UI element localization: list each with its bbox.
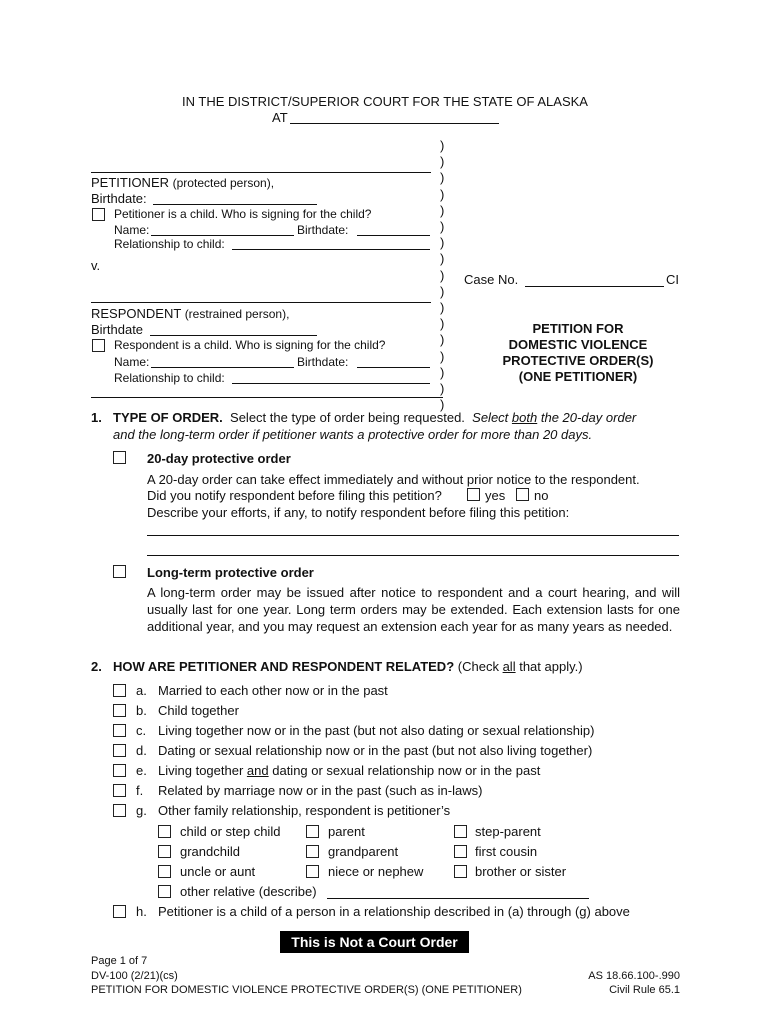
respondent-name-field[interactable] [91,302,431,303]
relation-f-text: Related by marriage now or in the past (such as in-laws) [158,783,483,798]
court-location-field[interactable] [290,123,499,124]
section1-number: 1. [91,410,102,425]
case-suffix: CI [666,272,679,287]
parent-label: parent [328,824,365,839]
grandparent-checkbox[interactable] [306,845,319,858]
petitioner-signer-name-field[interactable] [151,235,294,236]
other-relative-checkbox[interactable] [158,885,171,898]
grandchild-checkbox[interactable] [158,845,171,858]
relation-b-checkbox[interactable] [113,704,126,717]
form-title-line-1: PETITION FOR [532,321,624,336]
court-heading: IN THE DISTRICT/SUPERIOR COURT FOR THE STATE OF ALASKA [182,94,588,109]
section1-heading-line: TYPE OF ORDER. Select the type of order being requested. Select both the 20-day order [113,410,637,425]
relation-e-checkbox[interactable] [113,764,126,777]
first-cousin-checkbox[interactable] [454,845,467,858]
respondent-is-child-checkbox[interactable] [92,339,105,352]
respondent-child-label: Respondent is a child. Who is signing for the child? [114,338,386,352]
notify-efforts-prompt: Describe your efforts, if any, to notify respondent before filing this petition: [147,505,570,520]
at-label: AT [272,110,288,125]
respondent-birthdate-label: Birthdate [91,322,144,337]
notify-no-checkbox[interactable] [516,488,529,501]
respondent-birthdate-field[interactable] [150,335,317,336]
civil-rule-reference: Civil Rule 65.1 [609,984,680,996]
petitioner-relationship-field[interactable] [232,249,430,250]
child-or-step-child-checkbox[interactable] [158,825,171,838]
section2-heading-line: HOW ARE PETITIONER AND RESPONDENT RELATED? (Check all that apply.) [113,659,583,674]
child-or-step-child-label: child or step child [180,824,281,839]
notify-no-label: no [534,488,549,503]
petitioner-name-field[interactable] [91,172,431,173]
long-term-order-checkbox[interactable] [113,565,126,578]
section2-number: 2. [91,659,102,674]
relation-c-letter: c. [136,723,147,738]
form-code: DV-100 (2/21)(cs) [91,970,178,982]
relation-g-text: Other family relationship, respondent is petitioner’s [158,803,451,818]
grandchild-label: grandchild [180,844,240,859]
respondent-label: RESPONDENT (restrained person), [91,306,290,321]
parent-checkbox[interactable] [306,825,319,838]
petitioner-birthdate-field[interactable] [153,204,317,205]
petitioner-is-child-checkbox[interactable] [92,208,105,221]
notify-efforts-field-1[interactable] [147,535,679,536]
relation-e-text: Living together and dating or sexual relationship now or in the past [158,763,541,778]
respondent-relationship-field[interactable] [232,383,430,384]
uncle-or-aunt-checkbox[interactable] [158,865,171,878]
other-relative-label: other relative (describe) [180,884,317,899]
relation-d-letter: d. [136,743,147,758]
relation-b-letter: b. [136,703,147,718]
relation-h-text: Petitioner is a child of a person in a relationship described in (a) through (g) above [158,904,630,919]
grandparent-label: grandparent [328,844,399,859]
petitioner-child-label: Petitioner is a child. Who is signing for the child? [114,207,372,221]
relation-d-text: Dating or sexual relationship now or in the past (but not also living together) [158,743,593,758]
respondent-signer-birthdate-label: Birthdate: [297,355,349,369]
relation-a-letter: a. [136,683,147,698]
case-no-label: Case No. [464,272,519,287]
twenty-day-order-text: A 20-day order can take effect immediately and without prior notice to the respondent. [147,472,640,487]
relation-c-checkbox[interactable] [113,724,126,737]
case-no-field[interactable] [525,286,664,287]
long-term-order-text: A long-term order may be issued after notice to respondent and a court hearing, and will usually last for one year. Long term orders may be extended. Each extension lasts for one additional year, and you may request an extension each year for as many years as needed. [147,585,680,634]
petitioner-relationship-label: Relationship to child: [114,237,225,251]
notify-efforts-field-2[interactable] [147,555,679,556]
relation-f-letter: f. [136,783,144,798]
uncle-or-aunt-label: uncle or aunt [180,864,256,879]
petitioner-label: PETITIONER (protected person), [91,175,275,190]
notify-yes-checkbox[interactable] [467,488,480,501]
relation-d-checkbox[interactable] [113,744,126,757]
statute-reference: AS 18.66.100-.990 [588,970,680,982]
twenty-day-order-title: 20-day protective order [147,451,291,466]
respondent-signer-name-label: Name: [114,355,150,369]
respondent-signer-name-field[interactable] [151,367,294,368]
caption-divider: ) ) ) ) ) ) ) ) ) ) ) ) ) ) ) ) ) [440,138,445,413]
niece-or-nephew-label: niece or nephew [328,864,424,879]
long-term-order-title: Long-term protective order [147,565,314,580]
notify-question: Did you notify respondent before filing this petition? [147,488,442,503]
relation-e-letter: e. [136,763,147,778]
petitioner-birthdate-label: Birthdate: [91,191,147,206]
relation-g-letter: g. [136,803,147,818]
relation-h-letter: h. [136,904,147,919]
form-title-line-2: DOMESTIC VIOLENCE [508,337,648,352]
relation-a-text: Married to each other now or in the past [158,683,388,698]
first-cousin-label: first cousin [475,844,538,859]
twenty-day-order-checkbox[interactable] [113,451,126,464]
petitioner-signer-birthdate-field[interactable] [357,235,430,236]
form-title-line-3: PROTECTIVE ORDER(S) [502,353,654,368]
relation-h-checkbox[interactable] [113,905,126,918]
respondent-relationship-label: Relationship to child: [114,371,225,385]
versus-label: v. [91,258,101,273]
notify-yes-label: yes [485,488,506,503]
not-court-order-badge: This is Not a Court Order [280,931,469,953]
other-relative-field[interactable] [327,898,589,899]
respondent-signer-birthdate-field[interactable] [357,367,430,368]
brother-or-sister-label: brother or sister [475,864,567,879]
niece-or-nephew-checkbox[interactable] [306,865,319,878]
form-name: PETITION FOR DOMESTIC VIOLENCE PROTECTIVE ORDER(S) (ONE PETITIONER) [91,984,522,996]
relation-c-text: Living together now or in the past (but not also dating or sexual relationship) [158,723,595,738]
relation-a-checkbox[interactable] [113,684,126,697]
section1-instruction-line2: and the long-term order if petitioner wants a protective order for more than 20 days. [113,427,593,442]
brother-or-sister-checkbox[interactable] [454,865,467,878]
form-title-line-4: (ONE PETITIONER) [518,369,638,384]
relation-g-checkbox[interactable] [113,804,126,817]
petitioner-signer-name-label: Name: [114,223,150,237]
petitioner-signer-birthdate-label: Birthdate: [297,223,349,237]
relation-b-text: Child together [158,703,239,718]
step-parent-label: step-parent [475,824,541,839]
caption-bottom-rule [91,397,443,398]
page-number: Page 1 of 7 [91,955,148,967]
step-parent-checkbox[interactable] [454,825,467,838]
relation-f-checkbox[interactable] [113,784,126,797]
